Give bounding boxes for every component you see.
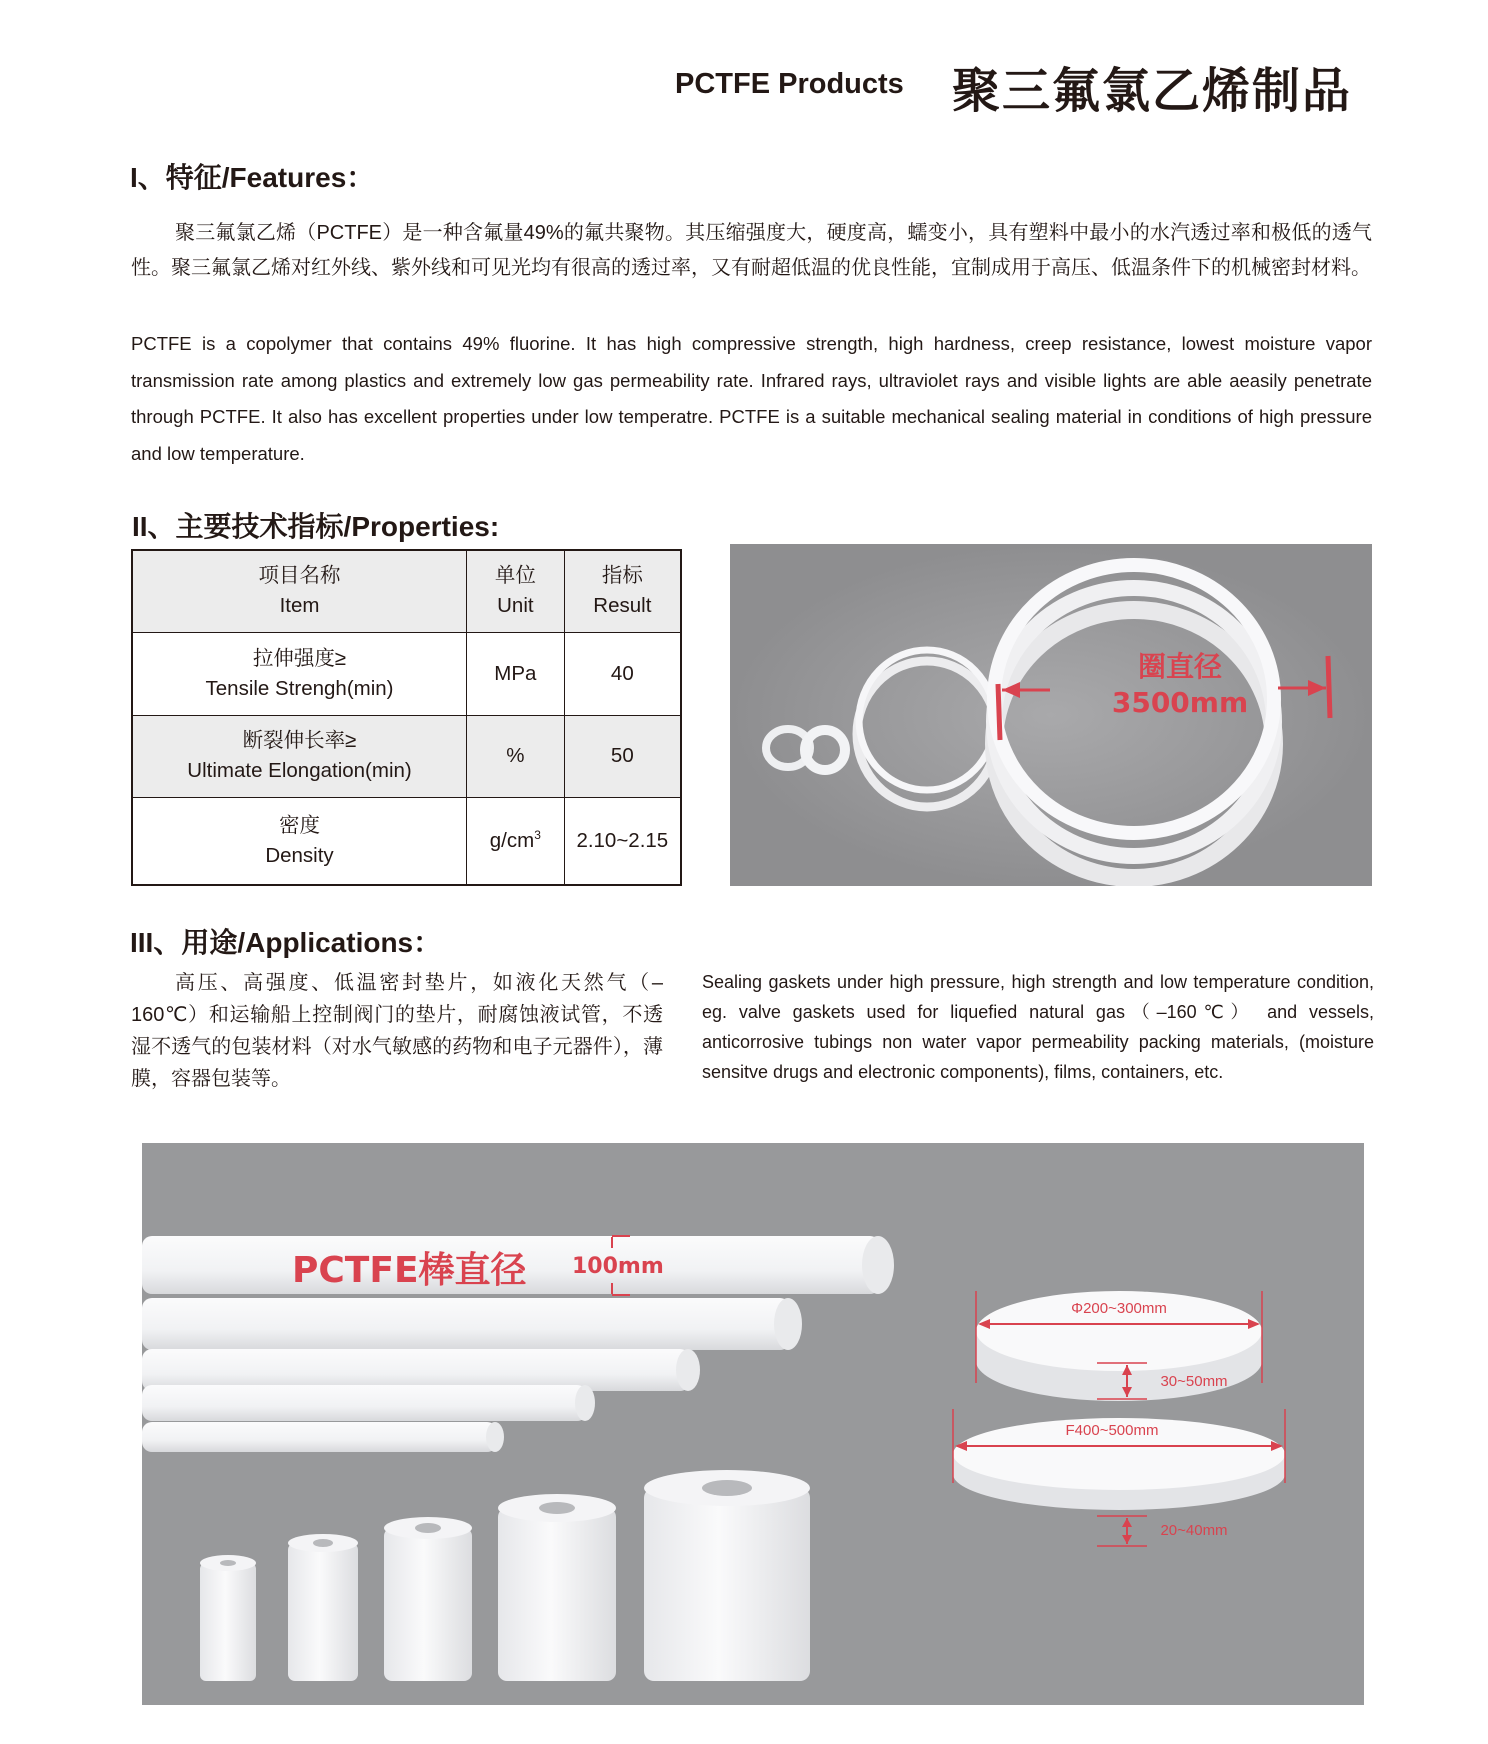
ring-label-cn: 圈直径 [1137, 650, 1223, 683]
table-cell [132, 797, 467, 885]
row-item-cn: 密度 [279, 813, 321, 837]
table-cell: 2.10~2.15 [564, 797, 681, 885]
unit-superscript: 3 [534, 827, 541, 842]
rod-label: PCTFE棒直径 [292, 1250, 527, 1291]
row-item-cn: 拉伸强度≥ [252, 646, 347, 670]
column-unit-cn: 单位 [494, 564, 536, 588]
unit-text: g/cm [489, 828, 535, 852]
properties-table [131, 549, 682, 886]
table-cell [132, 715, 467, 797]
column-unit-en: Unit [497, 594, 534, 618]
table-header-cell [564, 550, 681, 632]
table-cell: MPa [467, 632, 565, 715]
table-row [132, 632, 681, 715]
features-text-cn: 聚三氟氯乙烯（PCTFE）是一种含氟量49%的氟共聚物。其压缩强度大，硬度高，蠕变小，具有塑料中最小的水汽透过率和极低的透气性。聚三氟氯乙烯对红外线、紫外线和可见光均有很高的透过率，又有耐超低温的优良性能，宜制成用于高压、低温条件下的机械密封材料。 [131, 222, 1372, 279]
row-item-en: Tensile Strengh(min) [205, 676, 394, 700]
table-header-cell [467, 550, 565, 632]
table-cell: % [467, 715, 565, 797]
rod-5 [142, 1422, 497, 1452]
applications-text-cn: 高压、高强度、低温密封垫片，如液化天然气（–160℃）和运输船上控制阀门的垫片，耐腐蚀液试管，不透湿不透气的包装材料（对水气敏感的药物和电子元器件），薄膜，容器包装等。 [131, 972, 663, 1090]
cylinder-3 [384, 1517, 472, 1681]
features-text-en: PCTFE is a copolymer that contains 49% fluorine. It has high compressive strength, high hardness, creep resistance, lowest moisture vapor transmission rate among plastics and extremely low gas permeability rate. Infrared rays, ultraviolet rays and visible lights are able aeasily penetrate through PCTFE. It also has excellent properties under low temperatre. PCTFE is a suitable mechanical sealing material in conditions of high pressure and low temperature. [131, 333, 1372, 464]
table-cell: 40 [564, 632, 681, 715]
cylinder-2 [288, 1534, 358, 1681]
column-result-cn: 指标 [601, 564, 643, 588]
applications-heading: III、用途/Applications： [130, 927, 442, 958]
column-item-cn: 项目名称 [258, 564, 341, 588]
properties-heading: II、主要技术指标/Properties: [132, 511, 500, 542]
row-item-en: Ultimate Elongation(min) [187, 759, 412, 782]
table-header-row [132, 550, 681, 632]
ring-label-value: 3500mm [1111, 686, 1249, 719]
applications-text-en: Sealing gaskets under high pressure, high strength and low temperature condition, eg. valve gaskets used for liquefied natural gas（–160℃） and vessels, anticorrosive tubings non water vapor permeability packing materials, (moisture sensitve drugs and electronic components), films, containers, etc. [702, 972, 1374, 1082]
table-cell: 50 [564, 715, 681, 797]
column-item-en: Item [279, 594, 320, 618]
table-header-cell [132, 550, 467, 632]
column-result-en: Result [593, 594, 652, 618]
disc1-diameter: Φ200~300mm [1071, 1300, 1167, 1317]
page-title-en: PCTFE Products [675, 68, 904, 100]
rod-dim-label: 100mm [572, 1254, 664, 1279]
products-photo [142, 1143, 1364, 1705]
ring-photo [730, 544, 1372, 886]
rod-4 [142, 1385, 587, 1421]
disc2-thickness: 20~40mm [1160, 1522, 1228, 1539]
table-cell [132, 632, 467, 715]
row-item-en: Density [265, 843, 334, 867]
table-row [132, 715, 681, 797]
cylinder-5 [644, 1470, 810, 1681]
features-heading: I、特征/Features： [130, 162, 375, 193]
table-cell [467, 797, 565, 885]
rod-3 [142, 1349, 690, 1391]
rod-2 [142, 1298, 790, 1350]
cylinder-1 [200, 1555, 256, 1681]
disc2-diameter: F400~500mm [1065, 1422, 1159, 1439]
table-row [132, 797, 681, 885]
disc1-thickness: 30~50mm [1160, 1373, 1228, 1390]
cylinder-4 [498, 1494, 616, 1681]
row-item-cn: 断裂伸长率≥ [242, 729, 357, 752]
page-title-cn: 聚三氟氯乙烯制品 [952, 65, 1353, 118]
